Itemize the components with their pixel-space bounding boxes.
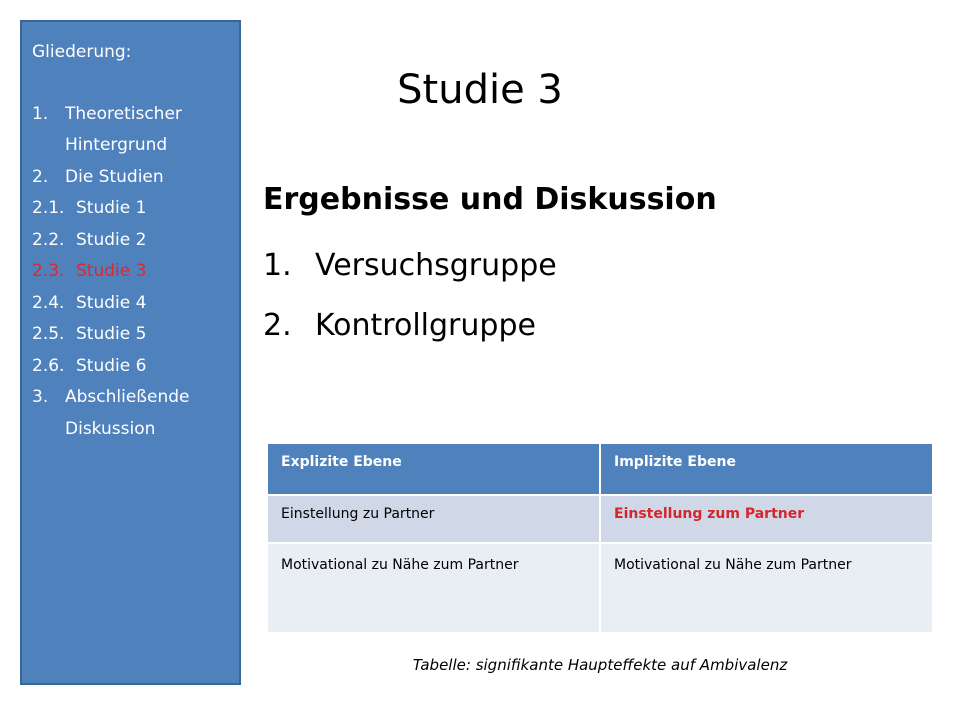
- section-title: Ergebnisse und Diskussion: [263, 182, 717, 217]
- outline-heading: Gliederung:: [32, 42, 132, 62]
- table-cell: Einstellung zu Partner: [267, 495, 600, 543]
- outline-item-number: 2.1.: [32, 198, 65, 218]
- table-cell: Motivational zu Nähe zum Partner: [267, 543, 600, 633]
- outline-item-number: 2.3.: [32, 261, 65, 281]
- outline-item-studie-5[interactable]: [32, 319, 231, 351]
- results-table: [266, 442, 934, 634]
- outline-item-number: 2.4.: [32, 292, 65, 313]
- slide-title: Studie 3: [397, 67, 563, 113]
- topic-item: [263, 296, 557, 356]
- outline-item-number: 2.5.: [32, 324, 65, 344]
- table-header-implicit: Implizite Ebene: [600, 443, 933, 495]
- table-caption: Tabelle: signifikante Haupteffekte auf Ambivalenz: [412, 656, 788, 674]
- table-cell: Motivational zu Nähe zum Partner: [600, 543, 933, 633]
- outline-item-abschliessende-diskussion[interactable]: [32, 382, 231, 445]
- outline-item-label-continued: Diskussion: [65, 418, 156, 439]
- table-row: [267, 543, 933, 633]
- table-header-explicit: Explizite Ebene: [267, 443, 600, 495]
- outline-item-label: Studie 6: [76, 355, 147, 376]
- topic-list: [263, 236, 557, 356]
- outline-item-label: Theoretischer: [65, 103, 182, 124]
- outline-item-studie-2[interactable]: [32, 225, 231, 257]
- outline-item-label: Die Studien: [65, 166, 164, 187]
- outline-item-number: 2.6.: [32, 355, 65, 376]
- topic-number: 1.: [263, 248, 292, 283]
- topic-label: Versuchsgruppe: [315, 248, 557, 283]
- topic-item: [263, 236, 557, 296]
- outline-item-number: 3.: [32, 387, 49, 407]
- outline-item-label: Studie 2: [76, 229, 147, 250]
- outline-item-number: 2.: [32, 166, 49, 187]
- outline-item-label: Studie 3: [76, 261, 147, 281]
- table-row: [267, 495, 933, 543]
- topic-label: Kontrollgruppe: [315, 308, 536, 343]
- outline-item-label-continued: Hintergrund: [65, 135, 168, 155]
- outline-item-studie-6[interactable]: [32, 351, 231, 383]
- outline-item-label: Abschließende: [65, 387, 190, 407]
- outline-sidebar: [20, 20, 241, 685]
- outline-item-studie-3-active[interactable]: [32, 256, 231, 288]
- outline-item-studie-4[interactable]: [32, 288, 231, 320]
- outline-item-label: Studie 1: [76, 198, 147, 218]
- outline-item-number: 2.2.: [32, 229, 65, 250]
- outline-item-theoretischer-hintergrund[interactable]: [32, 99, 231, 162]
- topic-number: 2.: [263, 308, 292, 343]
- outline-item-die-studien[interactable]: [32, 162, 231, 194]
- outline-item-number: 1.: [32, 103, 49, 124]
- table-cell-highlighted: Einstellung zum Partner: [600, 495, 933, 543]
- outline-item-label: Studie 5: [76, 324, 147, 344]
- outline-item-studie-1[interactable]: [32, 193, 231, 225]
- table-header-row: [267, 443, 933, 495]
- outline-item-label: Studie 4: [76, 292, 147, 313]
